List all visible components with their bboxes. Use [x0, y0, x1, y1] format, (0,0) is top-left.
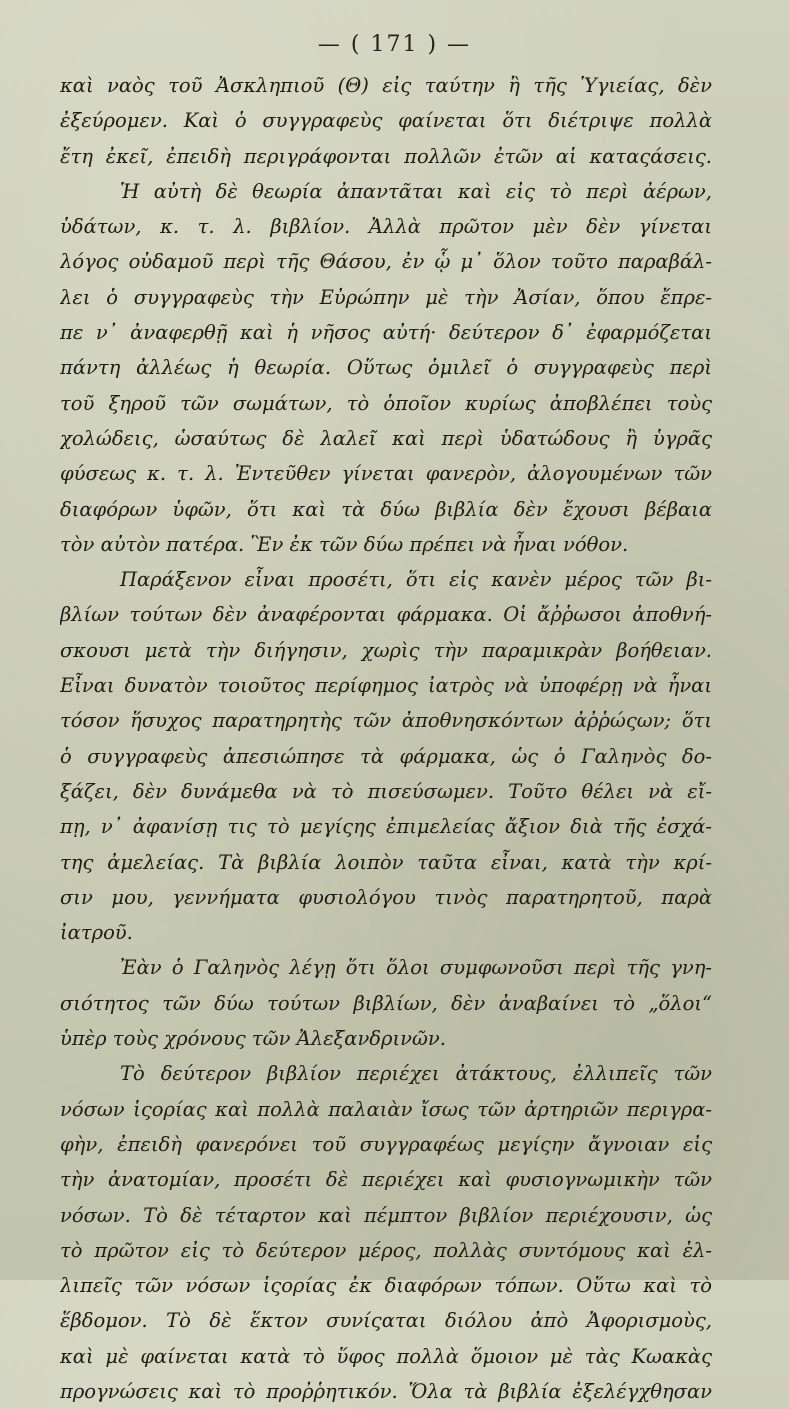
text-line: ξάζει, δὲν δυνάμεθα νὰ τὸ πισεύσωμεν. Τοῦτο θέλει νὰ εἴ- — [60, 779, 712, 803]
text-line: τοῦ ξηροῦ τῶν σωμάτων, τὸ ὁποῖον κυρίως ἀποβλέπει τοὺς — [60, 391, 712, 415]
text-line: ἰατροῦ. — [60, 921, 133, 945]
text-line: ὁ συγγραφεὺς ἀπεσιώπησε τὰ φάρμακα, ὡς ὁ Γαληνὸς δο- — [60, 744, 712, 768]
text-line: πε ν᾽ ἀναφερθῇ καὶ ἡ νῆσος αὐτή· δεύτερον δ᾽ ἐφαρμόζεται — [60, 321, 712, 345]
text-line: ἔτη ἐκεῖ, ἐπειδὴ περιγράφονται πολλῶν ἐτῶν αἱ καταςάσεις. — [60, 144, 712, 168]
text-line: πάντη ἀλλέως ἡ θεωρία. Οὕτως ὁμιλεῖ ὁ συγγραφεὺς περὶ — [60, 356, 712, 380]
text-line: τὸν αὐτὸν πατέρα. Ἓν ἐκ τῶν δύω πρέπει νὰ ἦναι νόθον. — [60, 532, 629, 556]
text-line: χολώδεις, ὡσαύτως δὲ λαλεῖ καὶ περὶ ὑδατώδους ἢ ὑγρᾶς — [60, 426, 712, 450]
page-number: — ( 171 ) — — [317, 32, 472, 57]
text-line: λει ὁ συγγραφεὺς τὴν Εὐρώπην μὲ τὴν Ἀσίαν, ὅπου ἔπρε- — [60, 285, 712, 309]
text-line: σιότητος τῶν δύω τούτων βιβλίων, δὲν ἀναβαίνει τὸ „ὅλοι“ — [60, 991, 712, 1015]
text-line: Εἶναι δυνατὸν τοιοῦτος περίφημος ἰατρὸς νὰ ὑποφέρῃ νὰ ἦναι — [60, 674, 712, 698]
text-line: σιν μου, γεννήματα φυσιολόγου τινὸς παρατηρητοῦ, παρὰ — [60, 885, 712, 909]
text-line: φὴν, ἐπειδὴ φανερόνει τοῦ συγγραφέως μεγίςην ἄγνοιαν εἰς — [60, 1132, 712, 1156]
text-line: Παράξενον εἶναι προσέτι, ὅτι εἰς κανὲν μέρος τῶν βι- — [120, 568, 712, 592]
text-line: ὑπὲρ τοὺς χρόνους τῶν Ἀλεξανδρινῶν. — [60, 1027, 446, 1051]
text-line: διαφόρων ὑφῶν, ὅτι καὶ τὰ δύω βιβλία δὲν ἔχουσι βέβαια — [60, 497, 712, 521]
text-line: ἕβδομον. Τὸ δὲ ἕκτον συνίςαται διόλου ἀπὸ Ἀφορισμοὺς, — [60, 1309, 712, 1333]
text-line: ὑδάτων, κ. τ. λ. βιβλίον. Ἀλλὰ πρῶτον μὲν δὲν γίνεται — [60, 215, 712, 239]
text-line: νόσων. Τὸ δὲ τέταρτον καὶ πέμπτον βιβλίον περιέχουσιν, ὡς — [60, 1203, 712, 1227]
text-line: φύσεως κ. τ. λ. Ἐντεῦθεν γίνεται φανερὸν, ἀλογουμένων τῶν — [60, 462, 712, 486]
text-line: Ἐὰν ὁ Γαληνὸς λέγῃ ὅτι ὅλοι συμφωνοῦσι περὶ τῆς γνη- — [120, 956, 712, 980]
text-line: της ἀμελείας. Τὰ βιβλία λοιπὸν ταῦτα εἶναι, κατὰ τὴν κρί- — [60, 850, 712, 874]
text-line: βλίων τούτων δὲν ἀναφέρονται φάρμακα. Οἱ ἄῤῥωσοι ἀποθνή- — [60, 603, 712, 627]
text-line: τὴν ἀνατομίαν, προσέτι δὲ περιέχει καὶ φυσιογνωμικὴν τῶν — [60, 1168, 712, 1192]
text-line: καὶ ναὸς τοῦ Ἀσκληπιοῦ (Θ) εἰς ταύτην ἢ τῆς Ὑγιείας, δὲν — [60, 74, 712, 97]
text-line: λιπεῖς τῶν νόσων ἱςορίας ἐκ διαφόρων τόπων. Οὕτω καὶ τὸ — [60, 1274, 712, 1298]
text-line: τόσον ἥσυχος παρατηρητὴς τῶν ἀποθνησκόντων ἀῤῥώςων; ὅτι — [60, 709, 712, 733]
text-line: καὶ μὲ φαίνεται κατὰ τὸ ὕφος πολλὰ ὅμοιον μὲ τὰς Κωακὰς — [60, 1344, 712, 1368]
text-line: προγνώσεις καὶ τὸ προῤῥητικόν. Ὅλα τὰ βιβλία ἐξελέγχθησαν — [60, 1379, 712, 1403]
body-text — [60, 68, 712, 1409]
text-line: ἐξεύρομεν. Καὶ ὁ συγγραφεὺς φαίνεται ὅτι διέτριψε πολλὰ — [60, 109, 712, 133]
text-line: τὸ πρῶτον εἰς τὸ δεύτερον μέρος, πολλὰς συντόμους καὶ ἐλ- — [60, 1238, 712, 1262]
text-line: νόσων ἱςορίας καὶ πολλὰ παλαιὰν ἴσως τῶν ἀρτηριῶν περιγρα- — [60, 1097, 712, 1121]
text-line: Ἡ αὐτὴ δὲ θεωρία ἀπαντᾶται καὶ εἰς τὸ περὶ ἀέρων, — [120, 179, 712, 203]
text-line: Τὸ δεύτερον βιβλίον περιέχει ἀτάκτους, ἐλλιπεῖς τῶν — [120, 1062, 712, 1086]
text-line: σκουσι μετὰ τὴν διήγησιν, χωρὶς τὴν παραμικρὰν βοήθειαν. — [60, 638, 712, 662]
text-line: πῃ, ν᾽ ἀφανίσῃ τις τὸ μεγίςης ἐπιμελείας ἄξιον διὰ τῆς ἐσχά- — [60, 815, 712, 839]
text-line: λόγος οὐδαμοῦ περὶ τῆς Θάσου, ἐν ᾧ μ᾽ ὅλον τοῦτο παραβάλ- — [60, 250, 712, 274]
